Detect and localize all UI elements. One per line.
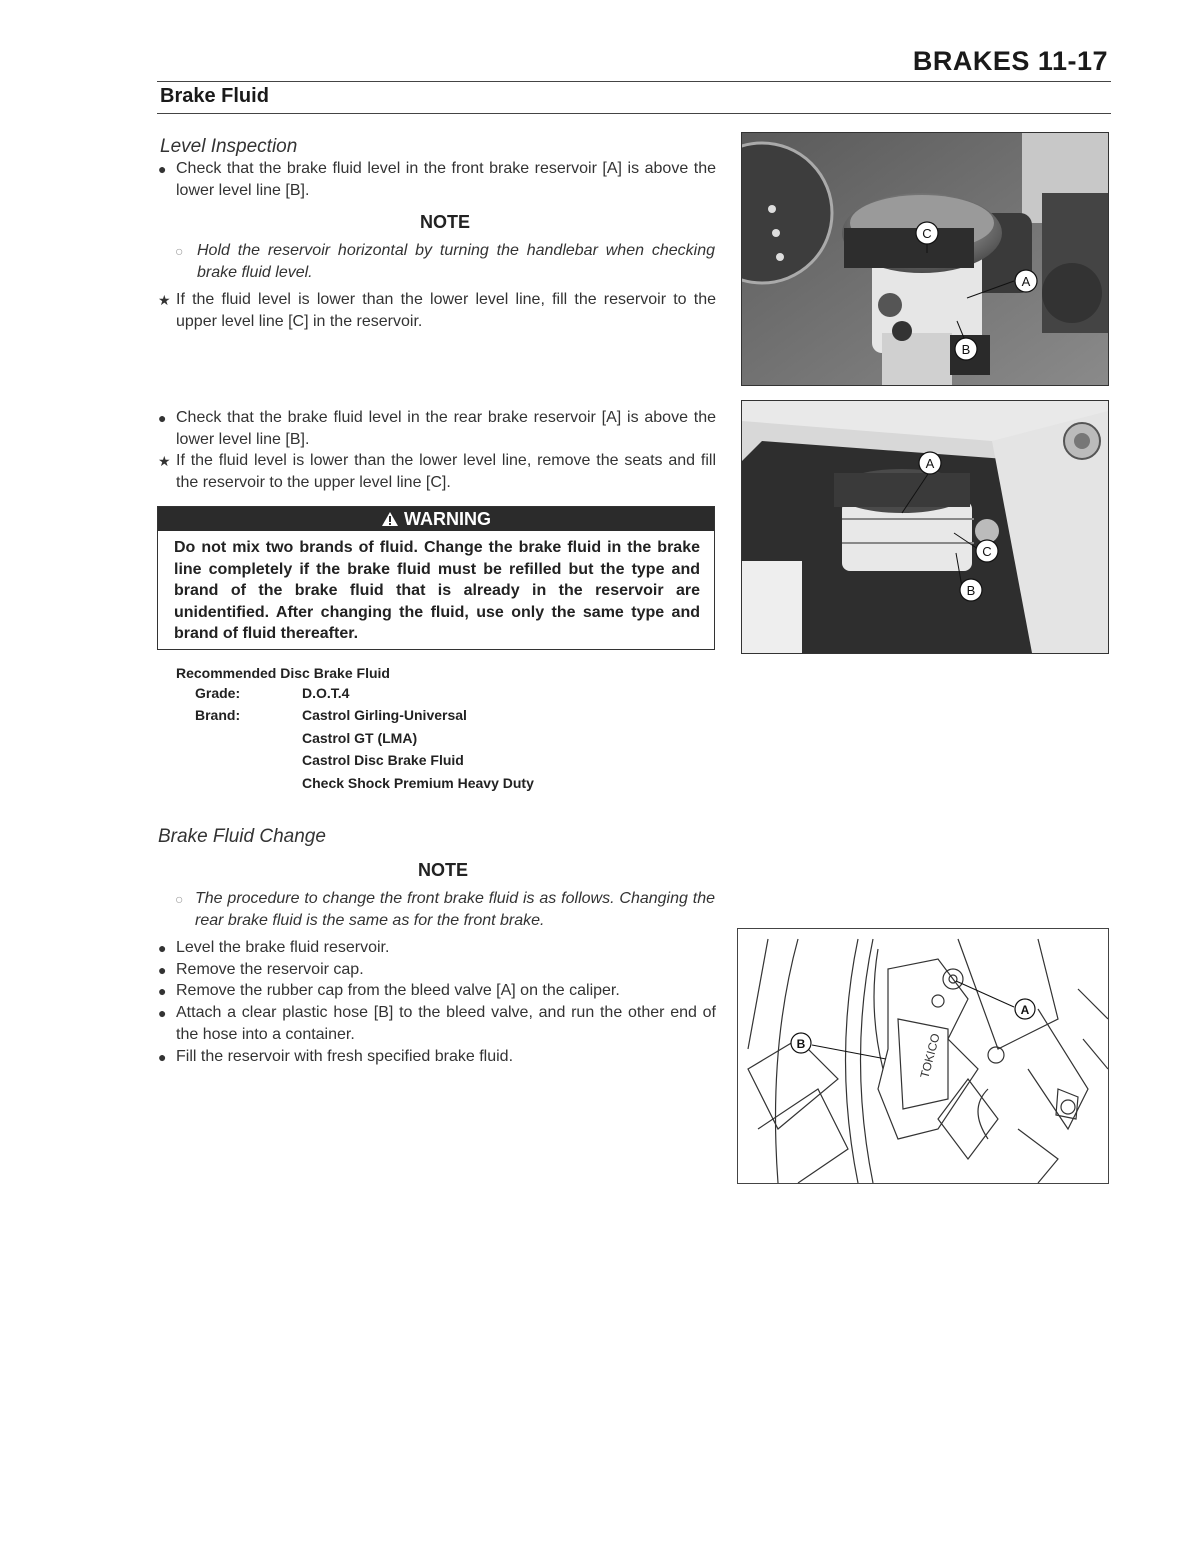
- note-text: Hold the reservoir horizontal by turning the handlebar when checking brake fluid level.: [197, 242, 715, 281]
- list-item: [158, 937, 716, 959]
- warning-header: [158, 507, 714, 531]
- caliper-drawing: [737, 928, 1109, 1184]
- step-text: Attach a clear plastic hose [B] to the bleed valve, and run the other end of the hose into a container.: [176, 1004, 716, 1043]
- list-item: [158, 980, 716, 1002]
- bullet-text: Check that the brake fluid level in the front brake reservoir [A] is above the lower level line [B].: [176, 160, 716, 199]
- section-title: Brake Fluid: [160, 85, 269, 107]
- step-text: Level the brake fluid reservoir.: [176, 939, 390, 956]
- bullet-icon: ●: [158, 940, 167, 956]
- callout-label: C: [922, 226, 932, 241]
- callout-label: C: [982, 544, 992, 559]
- list-item: [158, 450, 716, 494]
- step-text: Remove the rubber cap from the bleed valve [A] on the caliper.: [176, 982, 620, 999]
- list-item: [158, 289, 716, 333]
- note-title: NOTE: [419, 212, 470, 232]
- spec-brand-1: Castrol Girling-Universal: [302, 707, 467, 723]
- level-inspection-heading: Level Inspection: [160, 136, 298, 157]
- page-title: BRAKES 11-17: [912, 46, 1108, 76]
- spec-title: Recommended Disc Brake Fluid: [176, 665, 390, 681]
- bullet-text: If the fluid level is lower than the lower level line, remove the seats and fill the reservoir to the upper level line [C].: [176, 452, 716, 491]
- note: [175, 240, 715, 284]
- list-item: [158, 1002, 716, 1046]
- spec-brand-label: Brand:: [195, 707, 241, 723]
- step-text: Fill the reservoir with fresh specified brake fluid.: [176, 1048, 514, 1065]
- caliper-brand-text: TOKICO: [917, 1031, 943, 1080]
- list-item: [158, 158, 716, 202]
- note-title: NOTE: [417, 860, 468, 880]
- bullet-text: Check that the brake fluid level in the rear brake reservoir [A] is above the lower level line [B].: [176, 409, 716, 448]
- spec-grade-value: D.O.T.4: [302, 685, 350, 701]
- warning-title: WARNING: [404, 509, 491, 529]
- note-text: The procedure to change the front brake fluid is as follows. Changing the rear brake fluid is the same as for the front brake.: [195, 890, 715, 929]
- warning-box: [157, 506, 715, 650]
- front-reservoir-photo: [741, 132, 1109, 386]
- note: [175, 888, 715, 932]
- warning-triangle-icon: [381, 509, 404, 529]
- spec-brand-4: Check Shock Premium Heavy Duty: [302, 775, 534, 791]
- star-icon: ★: [158, 292, 171, 308]
- step-text: Remove the reservoir cap.: [176, 961, 364, 978]
- circle-bullet-icon: ○: [175, 243, 184, 259]
- bullet-icon: ●: [158, 962, 167, 978]
- callout-label: A: [925, 456, 935, 471]
- spec-brand-2: Castrol GT (LMA): [302, 730, 418, 746]
- spec-grade-label: Grade:: [195, 685, 241, 701]
- list-item: [158, 1046, 716, 1068]
- star-icon: ★: [158, 453, 171, 469]
- list-item: [158, 407, 716, 451]
- bullet-text: If the fluid level is lower than the lower level line, fill the reservoir to the upper level line [C] in the reservoir.: [176, 291, 716, 330]
- callout-label: B: [796, 1037, 806, 1051]
- list-item: [158, 959, 716, 981]
- callout-label: A: [1021, 274, 1031, 289]
- spec-brand-3: Castrol Disc Brake Fluid: [302, 752, 464, 768]
- bullet-icon: ●: [158, 1005, 167, 1021]
- callout-label: B: [966, 583, 976, 598]
- callout-label: B: [961, 342, 971, 357]
- bullet-icon: ●: [158, 161, 167, 177]
- bullet-icon: ●: [158, 410, 167, 426]
- header-rule: [157, 81, 1111, 82]
- warning-text: Do not mix two brands of fluid. Change the brake fluid in the brake line completely if the brake fluid must be refilled but the type and brand of the brake fluid that is already in the reservoir are unidentified. After changing the fluid, use only the same type and brand of fluid thereafter.: [174, 539, 700, 642]
- fluid-change-heading: Brake Fluid Change: [158, 826, 326, 847]
- rear-reservoir-photo: [741, 400, 1109, 654]
- callout-label: A: [1020, 1003, 1030, 1017]
- bullet-icon: ●: [158, 1049, 167, 1065]
- section-rule: [157, 113, 1111, 114]
- bullet-icon: ●: [158, 983, 167, 999]
- circle-bullet-icon: ○: [175, 891, 184, 907]
